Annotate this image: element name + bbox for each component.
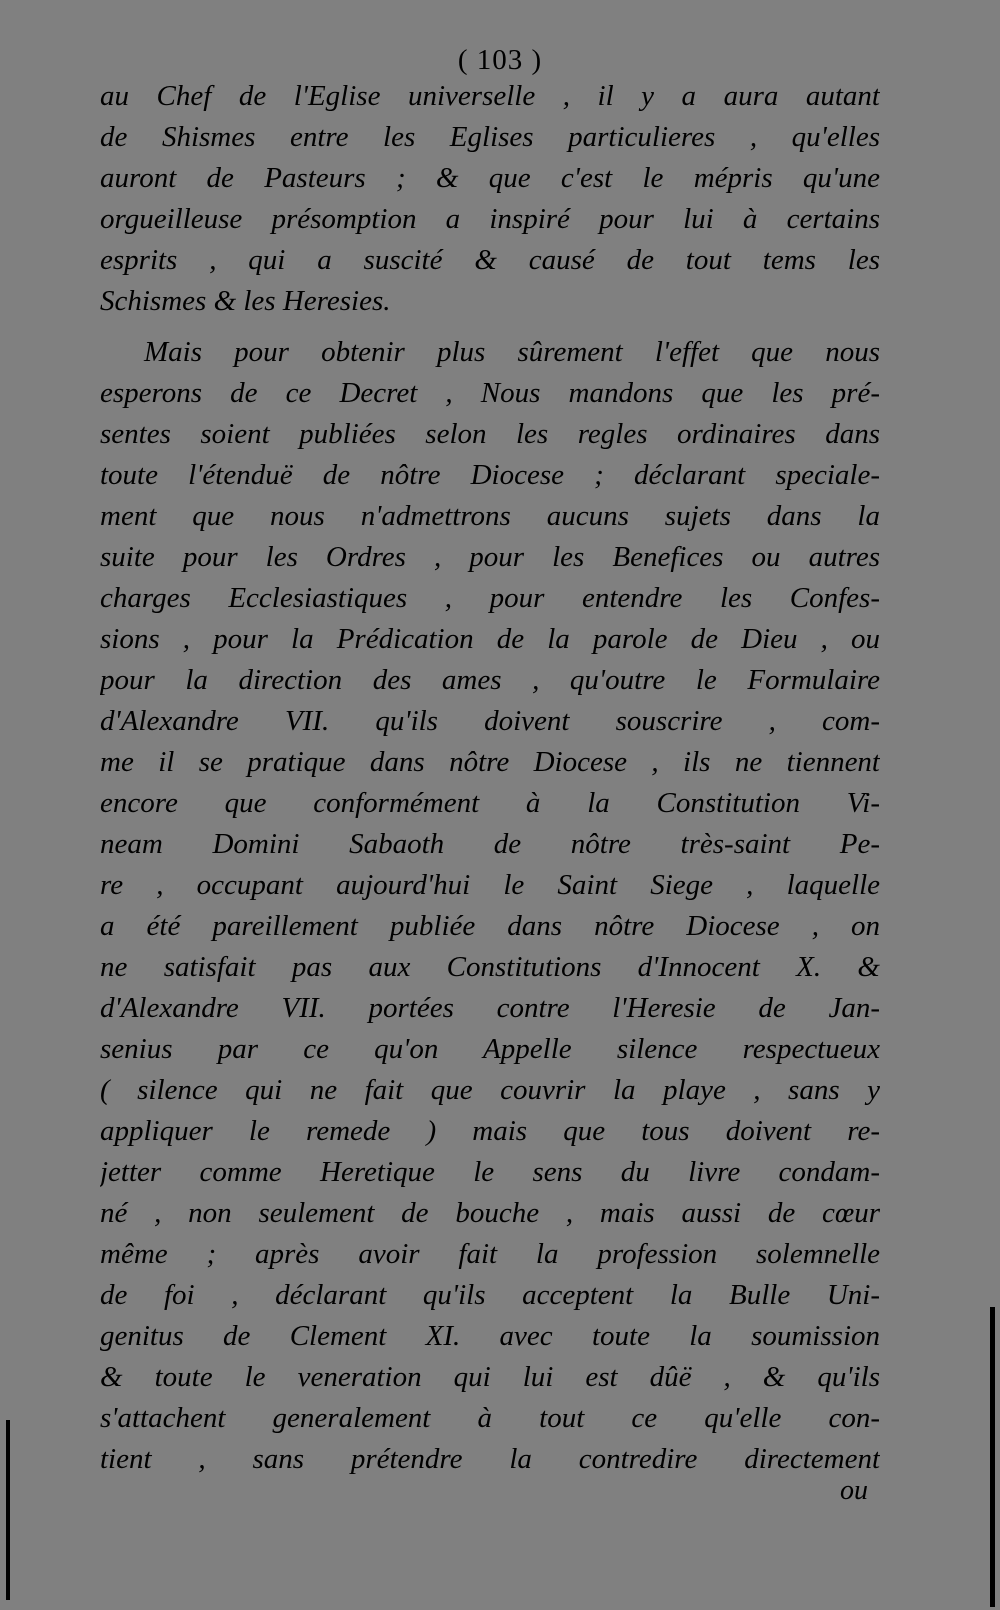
text-line: jetter comme Heretique le sens du livre condam- [100,1156,880,1188]
text-line: & toute le veneration qui lui est dûë , & qu'ils [100,1361,880,1393]
text-line: suite pour les Ordres , pour les Benefices ou autres [100,541,880,573]
paragraph [100,332,880,1480]
text-line: sentes soient publiées selon les regles ordinaires dans [100,418,880,450]
text-line: encore que conformément à la Constitution Vi- [100,787,880,819]
text-line: ment que nous n'admettrons aucuns sujets dans la [100,500,880,532]
page-number: ( 103 ) [457,44,543,76]
text-line: senius par ce qu'on Appelle silence respectueux [100,1033,880,1065]
text-line: de Shismes entre les Eglises particulieres , qu'elles [100,121,880,153]
body-text [100,76,880,1480]
text-line: né , non seulement de bouche , mais aussi de cœur [100,1197,880,1229]
text-line: neam Domini Sabaoth de nôtre très-saint Pe- [100,828,880,860]
text-line: tient , sans prétendre la contredire directement [100,1443,880,1475]
page-edge-line-left [6,1420,10,1600]
text-line: ne satisfait pas aux Constitutions d'Innocent X. & [100,951,880,983]
text-line: ( silence qui ne fait que couvrir la playe , sans y [100,1074,880,1106]
text-line: esprits , qui a suscité & causé de tout tems les [100,244,880,276]
text-line: appliquer le remede ) mais que tous doivent re- [100,1115,880,1147]
text-line: orgueilleuse présomption a inspiré pour lui à certains [100,203,880,235]
text-line: Schismes & les Heresies. [100,285,391,317]
text-line: d'Alexandre VII. portées contre l'Heresie de Jan- [100,992,880,1024]
text-line: sions , pour la Prédication de la parole de Dieu , ou [100,623,880,655]
page-edge-line-right [990,1307,995,1607]
text-line: toute l'étenduë de nôtre Diocese ; déclarant speciale- [100,459,880,491]
text-line: au Chef de l'Eglise universelle , il y a aura autant [100,80,880,112]
text-line: même ; après avoir fait la profession solemnelle [100,1238,880,1270]
paragraph-gap [100,322,880,332]
text-line: a été pareillement publiée dans nôtre Diocese , on [100,910,880,942]
text-line: esperons de ce Decret , Nous mandons que les pré- [100,377,880,409]
text-line: charges Ecclesiastiques , pour entendre les Confes- [100,582,880,614]
catchword: ou [840,1475,868,1506]
text-line: me il se pratique dans nôtre Diocese , ils ne tiennent [100,746,880,778]
text-line: Mais pour obtenir plus sûrement l'effet que nous [144,336,880,368]
paragraph [100,76,880,322]
text-line: d'Alexandre VII. qu'ils doivent souscrire , com- [100,705,880,737]
text-line: pour la direction des ames , qu'outre le Formulaire [100,664,880,696]
text-line: auront de Pasteurs ; & que c'est le mépris qu'une [100,162,880,194]
text-line: genitus de Clement XI. avec toute la soumission [100,1320,880,1352]
text-line: de foi , déclarant qu'ils acceptent la Bulle Uni- [100,1279,880,1311]
text-line: s'attachent generalement à tout ce qu'elle con- [100,1402,880,1434]
text-line: re , occupant aujourd'hui le Saint Siege , laquelle [100,869,880,901]
